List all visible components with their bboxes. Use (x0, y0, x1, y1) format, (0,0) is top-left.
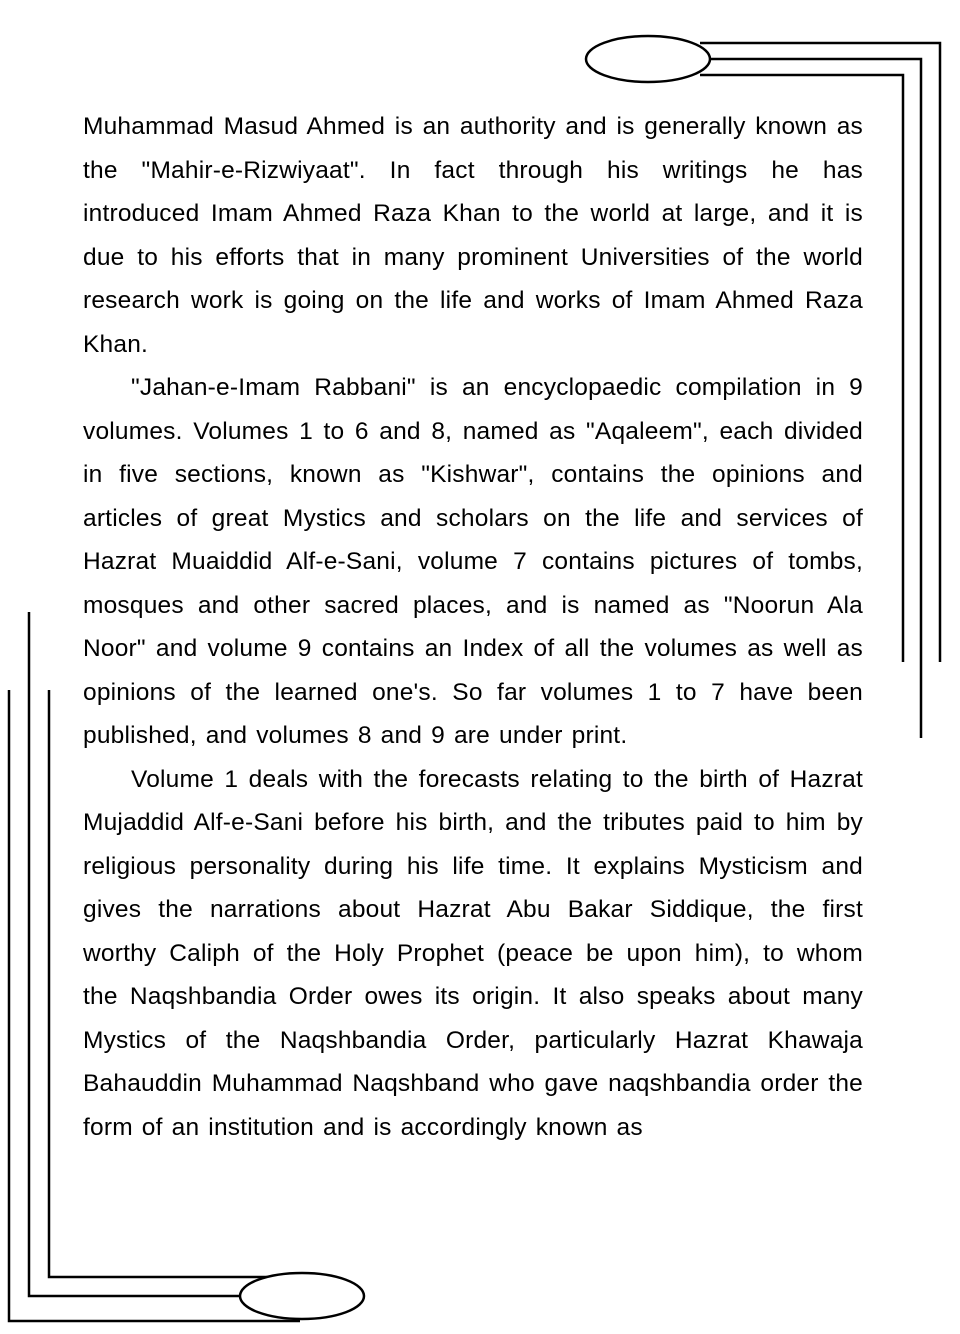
body-text (83, 105, 863, 1149)
bottom-left-oval (240, 1273, 364, 1319)
top-right-oval (586, 36, 710, 82)
paragraph-jahan-e-imam-rabbani: "Jahan-e-Imam Rabbani" is an encyclopaedic compilation in 9 volumes. Volumes 1 to 6 and 8, named as "Aqaleem", each divided in five sections, known as "Kishwar", contains the opinions and articles of great Mystics and scholars on the life and services of Hazrat Muaiddid Alf-e-Sani, volume 7 contains pictures of tombs, mosques and other sacred places, and is named as "Noorun Ala Noor" and volume 9 contains an Index of all the volumes as well as opinions of the learned one's. So far volumes 1 to 7 have been published, and volumes 8 and 9 are under print. (83, 374, 863, 749)
paragraph-intro: Muhammad Masud Ahmed is an authority and is generally known as the "Mahir-e-Rizwiyaat". In fact through his writings he has introduced Imam Ahmed Raza Khan to the world at large, and it is due to his efforts that in many prominent Universities of the world research work is going on the life and works of Imam Ahmed Raza Khan. (83, 113, 863, 358)
paragraph-volume-1: Volume 1 deals with the forecasts relating to the birth of Hazrat Mujaddid Alf-e-Sani before his birth, and the tributes paid to him by religious personality during his life time. It explains Mysticism and gives the narrations about Hazrat Abu Bakar Siddique, the first worthy Caliph of the Holy Prophet (peace be upon him), to whom the Naqshbandia Order owes its origin. It also speaks about many Mystics of the Naqshbandia Order, particularly Hazrat Khawaja Bahauddin Muhammad Naqshband who gave naqshbandia order the form of an institution and is accordingly known as (83, 765, 863, 1141)
